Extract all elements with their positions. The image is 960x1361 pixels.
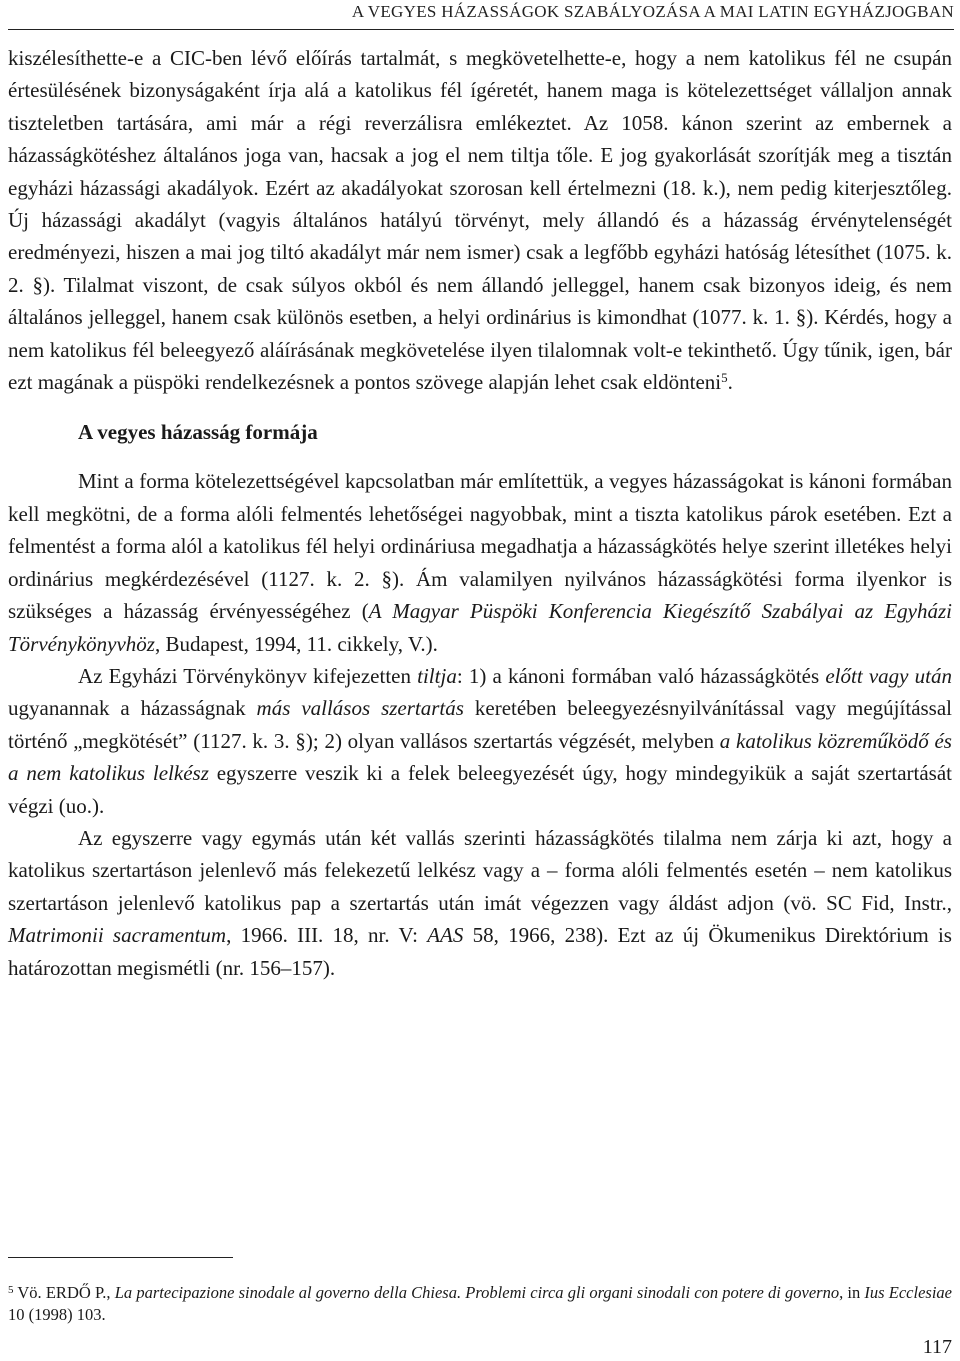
body-text xyxy=(8,42,952,984)
paragraph-3-part1: Az Egyházi Törvénykönyv kifejezetten xyxy=(78,663,418,688)
paragraph-4-italic2: AAS xyxy=(427,923,464,948)
paragraph-3-part2: : 1) a kánoni formában való házasságkötés xyxy=(456,663,826,688)
footnote xyxy=(8,1282,952,1326)
paragraph-1-text: kiszélesíthette-e a CIC-ben lévő előírás tartalmát, s megkövetelhette-e, hogy a nem katolikus fél ne csupán értesülésének bizonyságaként írja alá a katolikus fél ígéretét, hanem maga is kötelezettséget vállaljon annak tiszteletben tartására, ami már a régi reverzálisra emlékeztet. Az 1058. kánon szerint az embernek a házasságkötéshez általános joga van, hacsak a jog el nem tiltja tőle. E jog gyakorlását szorítják meg a tisztán egyházi házassági akadályok. Ezért az akadályokat szorosan kell értelmezni (18. k.), nem pedig kiterjesztőleg. Új házassági akadályt (vagyis általános hatályú törvényt, mely állandó és a házasság érvénytelenségét eredményezi, hiszen a mai jog tiltó akadályt már nem ismer) csak a legfőbb egyházi hatóság létesíthet (1075. k. 2. §). Tilalmat viszont, de csak súlyos okból és nem állandó jelleggel, hanem csak bizonyos ideig, és nem általános jelleggel, hanem csak különös esetben, a helyi ordinárius is kimondhat (1077. k. 1. §). Kérdés, hogy a nem katolikus fél beleegyező aláírásának megkövetelése ilyen tilalomnak volt-e tekinthető. Úgy tűnik, igen, bár ezt magának a püspöki rendelkezésnek a pontos szövege alapján lehet csak eldönteni xyxy=(8,46,952,395)
paragraph-1-end: . xyxy=(727,370,733,395)
paragraph-3 xyxy=(8,660,952,822)
footnote-number: 5 xyxy=(8,1284,14,1296)
footnote-italic2: Ius Ecclesiae xyxy=(864,1283,952,1302)
footnote-part2: , in xyxy=(839,1283,865,1302)
paragraph-3-part3: ugyanannak a házasságnak xyxy=(8,696,257,721)
page-number: 117 xyxy=(922,1336,952,1358)
section-heading: A vegyes házasság formája xyxy=(78,420,318,445)
paragraph-2-part1: Mint a forma kötelezettségével kapcsolatban már említettük, a vegyes házasságokat is kánoni formában kell megkötni, de a forma alóli felmentés lehetőségei nagyobbak, mint a tiszta katolikus párok esetében. Ezt a felmentést a forma alól a katolikus fél helyi ordináriusa megadhatja a házasságkötés helye szerint illetékes helyi ordinárius megkérdezésével (1127. k. 2. §). Ám valamilyen nyilvános házasságkötési forma ilyenkor is szükséges a házasság érvényességéhez ( xyxy=(8,469,952,624)
paragraph-3-italic4: a katolikus közreműködő és a nem katolikus lelkész xyxy=(8,728,952,786)
paragraph-4-part1: Az egyszerre vagy egymás után két vallás szerinti házasságkötés tilalma nem zárja ki azt, hogy a katolikus szertartáson jelenlevő más felekezetű lelkész vagy a – forma alóli felmentés esetén – nem katolikus szertartáson jelenlevő katolikus pap a szertartás után imát végezzen vagy áldást adjon (vö. SC Fid, Instr., xyxy=(8,825,952,915)
paragraph-4-italic1: Matrimonii sacramentum xyxy=(8,923,227,948)
paragraph-3-part5: egyszerre veszik ki a felek beleegyezését úgy, hogy mindegyikük a saját szertartását végzi (uo.). xyxy=(8,761,952,818)
paragraph-3-italic3: más vallásos szertartás xyxy=(256,696,464,721)
running-head: A VEGYES HÁZASSÁGOK SZABÁLYOZÁSA A MAI LATIN EGYHÁZJOGBAN xyxy=(8,2,954,30)
paragraph-3-italic2: előtt vagy után xyxy=(825,663,952,688)
footnote-part3: 10 (1998) 103. xyxy=(8,1305,106,1324)
paragraph-4-part3: 58, 1966, 238). Ezt az új Ökumenikus Direktórium is határozottan megismétli (nr. 156–157). xyxy=(8,923,952,980)
footnote-part1: Vö. ERDŐ P., xyxy=(13,1283,115,1302)
paragraph-3-italic1: tiltja xyxy=(417,663,457,688)
paragraph-3-part4: keretében beleegyezésnyilvánítással vagy megújítással történő „megkötését” (1127. k. 3. §); 2) olyan vallásos szertartás végzését, melyben xyxy=(8,696,953,753)
paragraph-2-italic: A Magyar Püspöki Konferencia Kiegészítő Szabályai az Egyházi Törvénykönyvhöz xyxy=(8,599,952,656)
paragraph-1 xyxy=(8,42,952,398)
footnote-ref[interactable]: 5 xyxy=(721,370,728,386)
footnote-italic1: La partecipazione sinodale al governo della Chiesa. Problemi circa gli organi sinodali con potere di governo xyxy=(114,1283,840,1302)
footnote-separator xyxy=(8,1257,233,1258)
paragraph-4-part2: , 1966. III. 18, nr. V: xyxy=(226,923,428,948)
paragraph-2-part2: , Budapest, 1994, 11. cikkely, V.). xyxy=(154,631,438,656)
paragraph-4 xyxy=(8,822,952,984)
paragraph-2 xyxy=(8,465,952,659)
